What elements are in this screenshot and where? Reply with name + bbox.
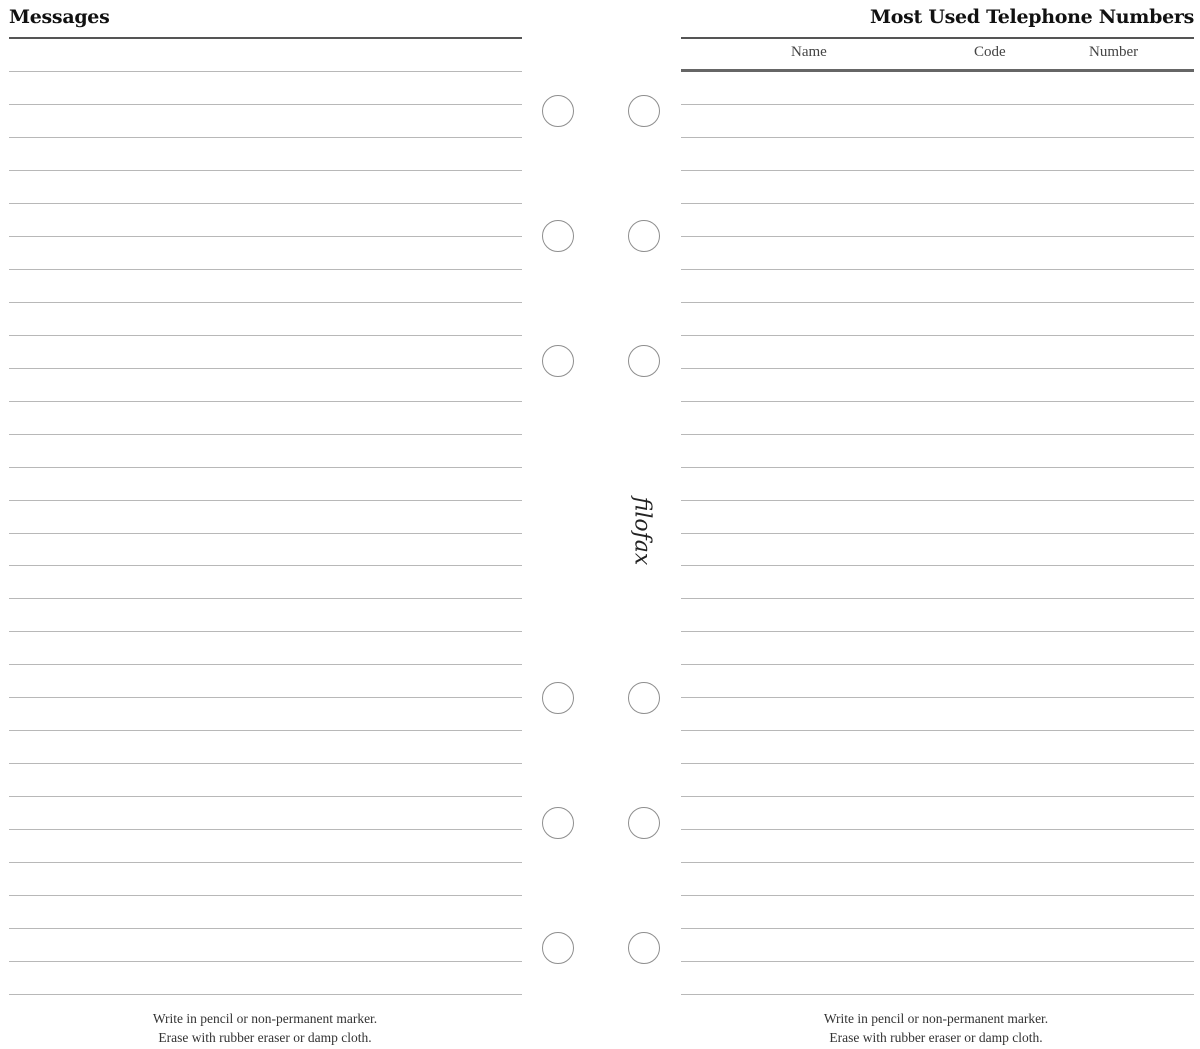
ruled-line (9, 928, 522, 929)
punch-hole (542, 932, 574, 964)
ruled-line (9, 203, 522, 204)
title-underline (9, 37, 522, 39)
column-header-code: Code (974, 44, 1006, 60)
ruled-line (9, 368, 522, 369)
ruled-line (681, 533, 1194, 534)
ruled-line (681, 796, 1194, 797)
ruled-line (681, 203, 1194, 204)
ruled-line (681, 565, 1194, 566)
brand-logo: filofax (629, 496, 655, 566)
ruled-line (9, 533, 522, 534)
ruled-line (681, 467, 1194, 468)
ruled-line (681, 961, 1194, 962)
ruled-line (681, 236, 1194, 237)
punch-hole (542, 345, 574, 377)
usage-note-line-2: Erase with rubber eraser or damp cloth. (829, 1030, 1043, 1045)
messages-title: Messages (9, 6, 110, 28)
ruled-line (9, 862, 522, 863)
ruled-line (681, 895, 1194, 896)
ruled-line (9, 104, 522, 105)
ruled-line (9, 467, 522, 468)
ruled-line (681, 763, 1194, 764)
ruled-line (9, 137, 522, 138)
left-page (0, 0, 530, 1049)
punch-hole (542, 95, 574, 127)
ruled-line (9, 170, 522, 171)
ruled-line (681, 368, 1194, 369)
punch-hole (628, 932, 660, 964)
ruled-line (9, 730, 522, 731)
punch-hole (628, 682, 660, 714)
ruled-line (681, 631, 1194, 632)
ruled-line (9, 664, 522, 665)
ruled-line (681, 137, 1194, 138)
ruled-line (9, 829, 522, 830)
ruled-line (9, 565, 522, 566)
usage-note-line-1: Write in pencil or non-permanent marker. (823, 1011, 1049, 1026)
ruled-line (681, 104, 1194, 105)
ruled-line (681, 335, 1194, 336)
ruled-line (9, 763, 522, 764)
ruled-line (9, 961, 522, 962)
telephone-numbers-title: Most Used Telephone Numbers (870, 6, 1194, 28)
ruled-line (681, 598, 1194, 599)
usage-note (0, 1009, 530, 1047)
ruled-line (681, 500, 1194, 501)
ruled-line (9, 994, 522, 995)
punch-hole (542, 682, 574, 714)
ruled-line (9, 236, 522, 237)
punch-hole (542, 220, 574, 252)
column-header-number: Number (1089, 44, 1139, 60)
ruled-line (9, 401, 522, 402)
punch-hole (628, 345, 660, 377)
ruled-line (681, 401, 1194, 402)
ruled-line (9, 697, 522, 698)
right-page (672, 0, 1200, 1049)
ruled-line (681, 434, 1194, 435)
punch-hole (628, 220, 660, 252)
punch-hole (628, 95, 660, 127)
ruled-line (9, 302, 522, 303)
usage-note-line-1: Write in pencil or non-permanent marker. (152, 1011, 378, 1026)
ruled-line (9, 895, 522, 896)
punch-hole (542, 807, 574, 839)
ruled-line (9, 71, 522, 72)
ruled-line (681, 664, 1194, 665)
ruled-line (9, 796, 522, 797)
ruled-line (9, 434, 522, 435)
punch-hole (628, 807, 660, 839)
ruled-line (681, 994, 1194, 995)
ruled-line (9, 598, 522, 599)
ruled-line (681, 170, 1194, 171)
ruled-line (681, 302, 1194, 303)
ruled-line (681, 829, 1194, 830)
ruled-line (681, 697, 1194, 698)
ruled-line (9, 631, 522, 632)
title-underline (681, 37, 1194, 39)
ruled-line (9, 269, 522, 270)
ruled-line (9, 500, 522, 501)
ruled-line (9, 335, 522, 336)
usage-note (672, 1009, 1200, 1047)
usage-note-line-2: Erase with rubber eraser or damp cloth. (158, 1030, 372, 1045)
ruled-line (681, 862, 1194, 863)
ruled-line (681, 269, 1194, 270)
column-header-name: Name (791, 44, 827, 60)
ruled-line (681, 730, 1194, 731)
header-underline (681, 69, 1194, 72)
ruled-line (681, 928, 1194, 929)
